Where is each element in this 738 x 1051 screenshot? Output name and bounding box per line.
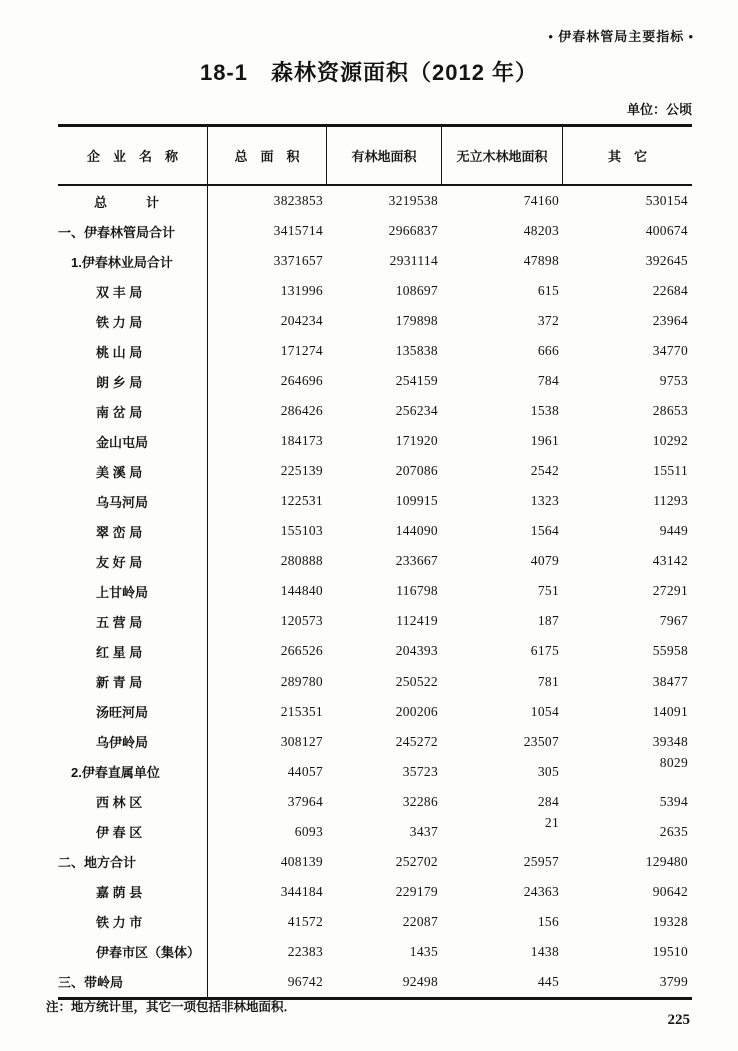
cell: 27291	[652, 583, 688, 599]
cell: 155103	[280, 523, 323, 539]
cell: 144090	[395, 523, 438, 539]
cell: 144840	[280, 583, 323, 599]
cell: 286426	[280, 403, 323, 419]
cell: 109915	[395, 493, 438, 509]
cell: 9449	[659, 523, 688, 539]
cell: 615	[537, 283, 559, 299]
cell: 47898	[523, 253, 559, 269]
row-label: 一、伊春林管局合计	[58, 216, 208, 246]
cell: 666	[537, 343, 559, 359]
row-label: 伊春市区（集体）	[58, 937, 208, 967]
table-body	[58, 186, 692, 1000]
cell: 784	[537, 373, 559, 389]
cell: 21	[544, 814, 559, 830]
table-row	[58, 697, 692, 727]
table-row	[58, 576, 692, 606]
table-row	[58, 636, 692, 666]
cell: 284	[537, 793, 559, 809]
cell: 408139	[280, 853, 323, 869]
table-row	[58, 877, 692, 907]
cell: 233667	[395, 553, 438, 569]
cell: 22684	[652, 283, 688, 299]
cell: 184173	[280, 433, 323, 449]
cell: 2931114	[389, 253, 438, 269]
cell: 372	[537, 313, 559, 329]
row-label: 汤旺河局	[58, 697, 208, 727]
column-header-enterprise: 企 业 名 称	[58, 127, 208, 184]
running-header: • 伊春林管局主要指标 •	[548, 29, 694, 44]
cell: 129480	[645, 853, 688, 869]
table-row	[58, 396, 692, 426]
cell: 1438	[530, 943, 559, 959]
cell: 22383	[287, 943, 323, 959]
row-label: 双 丰 局	[58, 276, 208, 306]
cell: 3799	[659, 973, 688, 989]
cell: 8029	[659, 754, 688, 770]
cell: 74160	[523, 193, 559, 209]
row-label: 1.伊春林业局合计	[58, 246, 208, 276]
row-label: 友 好 局	[58, 546, 208, 576]
cell: 23507	[523, 733, 559, 749]
table-row	[58, 754, 692, 787]
row-label: 五 营 局	[58, 606, 208, 636]
row-label: 南 岔 局	[58, 396, 208, 426]
row-label: 桃 山 局	[58, 336, 208, 366]
table-row	[58, 456, 692, 486]
cell: 204393	[395, 643, 438, 659]
cell: 34770	[652, 343, 688, 359]
cell: 245272	[395, 733, 438, 749]
cell: 781	[537, 673, 559, 689]
cell: 10292	[652, 433, 688, 449]
cell: 6093	[294, 823, 323, 839]
cell: 400674	[645, 223, 688, 239]
cell: 266526	[280, 643, 323, 659]
table-row	[58, 336, 692, 366]
table-row	[58, 426, 692, 456]
row-label: 西 林 区	[58, 787, 208, 817]
cell: 280888	[280, 553, 323, 569]
cell: 135838	[395, 343, 438, 359]
cell: 1564	[530, 523, 559, 539]
cell: 90642	[652, 883, 688, 899]
cell: 14091	[652, 703, 688, 719]
row-label: 伊 春 区	[58, 817, 208, 847]
table-row	[58, 276, 692, 306]
column-header-other: 其 它	[607, 149, 647, 164]
cell: 530154	[645, 193, 688, 209]
cell: 15511	[653, 463, 688, 479]
cell: 55958	[652, 643, 688, 659]
cell: 48203	[523, 223, 559, 239]
row-label: 2.伊春直属单位	[58, 757, 208, 787]
cell: 207086	[395, 463, 438, 479]
cell: 96742	[287, 973, 323, 989]
page-title: 18-1 森林资源面积（2012 年）	[199, 60, 539, 85]
table-row	[58, 186, 692, 216]
cell: 171274	[280, 343, 323, 359]
row-label: 新 青 局	[58, 667, 208, 697]
cell: 1538	[530, 403, 559, 419]
page-number: 225	[667, 1012, 690, 1028]
cell: 256234	[395, 403, 438, 419]
table-row	[58, 486, 692, 516]
cell: 23964	[652, 313, 688, 329]
cell: 1323	[530, 493, 559, 509]
cell: 120573	[280, 613, 323, 629]
cell: 2966837	[388, 223, 438, 239]
cell: 3219538	[388, 193, 438, 209]
cell: 264696	[280, 373, 323, 389]
cell: 204234	[280, 313, 323, 329]
cell: 19328	[652, 913, 688, 929]
table-row	[58, 667, 692, 697]
row-label: 二、地方合计	[58, 847, 208, 877]
table-row	[58, 937, 692, 967]
row-label: 嘉 荫 县	[58, 877, 208, 907]
table-row	[58, 246, 692, 276]
row-label: 朗 乡 局	[58, 366, 208, 396]
cell: 122531	[280, 493, 323, 509]
cell: 41572	[287, 913, 323, 929]
cell: 289780	[280, 673, 323, 689]
column-header-total-area: 总 面 积	[208, 127, 327, 184]
cell: 4079	[530, 553, 559, 569]
cell: 1961	[530, 433, 559, 449]
cell: 35723	[402, 763, 438, 779]
cell: 250522	[395, 673, 438, 689]
cell: 37964	[287, 793, 323, 809]
table-row	[58, 787, 692, 817]
cell: 751	[537, 583, 559, 599]
row-label: 红 星 局	[58, 636, 208, 666]
footnote: 注：地方统计里，其它一项包括非林地面积．	[46, 1000, 297, 1014]
cell: 112419	[396, 613, 438, 629]
cell: 25957	[523, 853, 559, 869]
row-label: 铁 力 局	[58, 306, 208, 336]
cell: 3371657	[273, 253, 323, 269]
table-row	[58, 366, 692, 396]
table-row	[58, 847, 692, 877]
cell: 9753	[659, 373, 688, 389]
cell: 3823853	[273, 193, 323, 209]
cell: 1054	[530, 703, 559, 719]
row-label: 三、带岭局	[58, 967, 208, 997]
cell: 187	[537, 613, 559, 629]
cell: 24363	[523, 883, 559, 899]
forest-area-table	[58, 124, 692, 1000]
table-row	[58, 306, 692, 336]
cell: 392645	[645, 253, 688, 269]
cell: 254159	[395, 373, 438, 389]
table-row	[58, 907, 692, 937]
cell: 344184	[280, 883, 323, 899]
cell: 7967	[659, 613, 688, 629]
cell: 131996	[280, 283, 323, 299]
cell: 225139	[280, 463, 323, 479]
row-label: 翠 峦 局	[58, 516, 208, 546]
cell: 1435	[409, 943, 438, 959]
cell: 38477	[652, 673, 688, 689]
cell: 39348	[652, 733, 688, 749]
table-row	[58, 606, 692, 636]
column-header-non-stocked-area: 无立木林地面积	[442, 127, 563, 184]
table-row	[58, 727, 692, 757]
row-label: 乌马河局	[58, 486, 208, 516]
cell: 308127	[280, 733, 323, 749]
cell: 305	[537, 763, 559, 779]
cell: 229179	[395, 883, 438, 899]
cell: 252702	[395, 853, 438, 869]
table-row	[58, 546, 692, 576]
cell: 200206	[395, 703, 438, 719]
cell: 6175	[530, 643, 559, 659]
column-header-forested-area: 有林地面积	[327, 127, 442, 184]
cell: 43142	[652, 553, 688, 569]
cell: 22087	[402, 913, 438, 929]
cell: 2635	[659, 823, 688, 839]
cell: 156	[537, 913, 559, 929]
cell: 116798	[396, 583, 438, 599]
row-label: 上甘岭局	[58, 576, 208, 606]
cell: 19510	[652, 943, 688, 959]
cell: 215351	[280, 703, 323, 719]
row-label: 金山屯局	[58, 426, 208, 456]
cell: 5394	[659, 793, 688, 809]
cell: 44057	[287, 763, 323, 779]
table-row	[58, 967, 692, 997]
table-row	[58, 814, 692, 847]
row-label: 总 计	[58, 186, 208, 216]
table-row	[58, 516, 692, 546]
table-row	[58, 216, 692, 246]
cell: 3437	[409, 823, 438, 839]
row-label: 美 溪 局	[58, 456, 208, 486]
cell: 28653	[652, 403, 688, 419]
cell: 3415714	[273, 223, 323, 239]
cell: 32286	[402, 793, 438, 809]
cell: 179898	[395, 313, 438, 329]
row-label: 乌伊岭局	[58, 727, 208, 757]
cell: 2542	[530, 463, 559, 479]
cell: 445	[537, 973, 559, 989]
cell: 108697	[395, 283, 438, 299]
row-label: 铁 力 市	[58, 907, 208, 937]
cell: 92498	[402, 973, 438, 989]
table-header-row	[58, 124, 692, 186]
cell: 171920	[395, 433, 438, 449]
cell: 11293	[653, 493, 688, 509]
unit-label: 单位：公顷	[626, 102, 692, 117]
